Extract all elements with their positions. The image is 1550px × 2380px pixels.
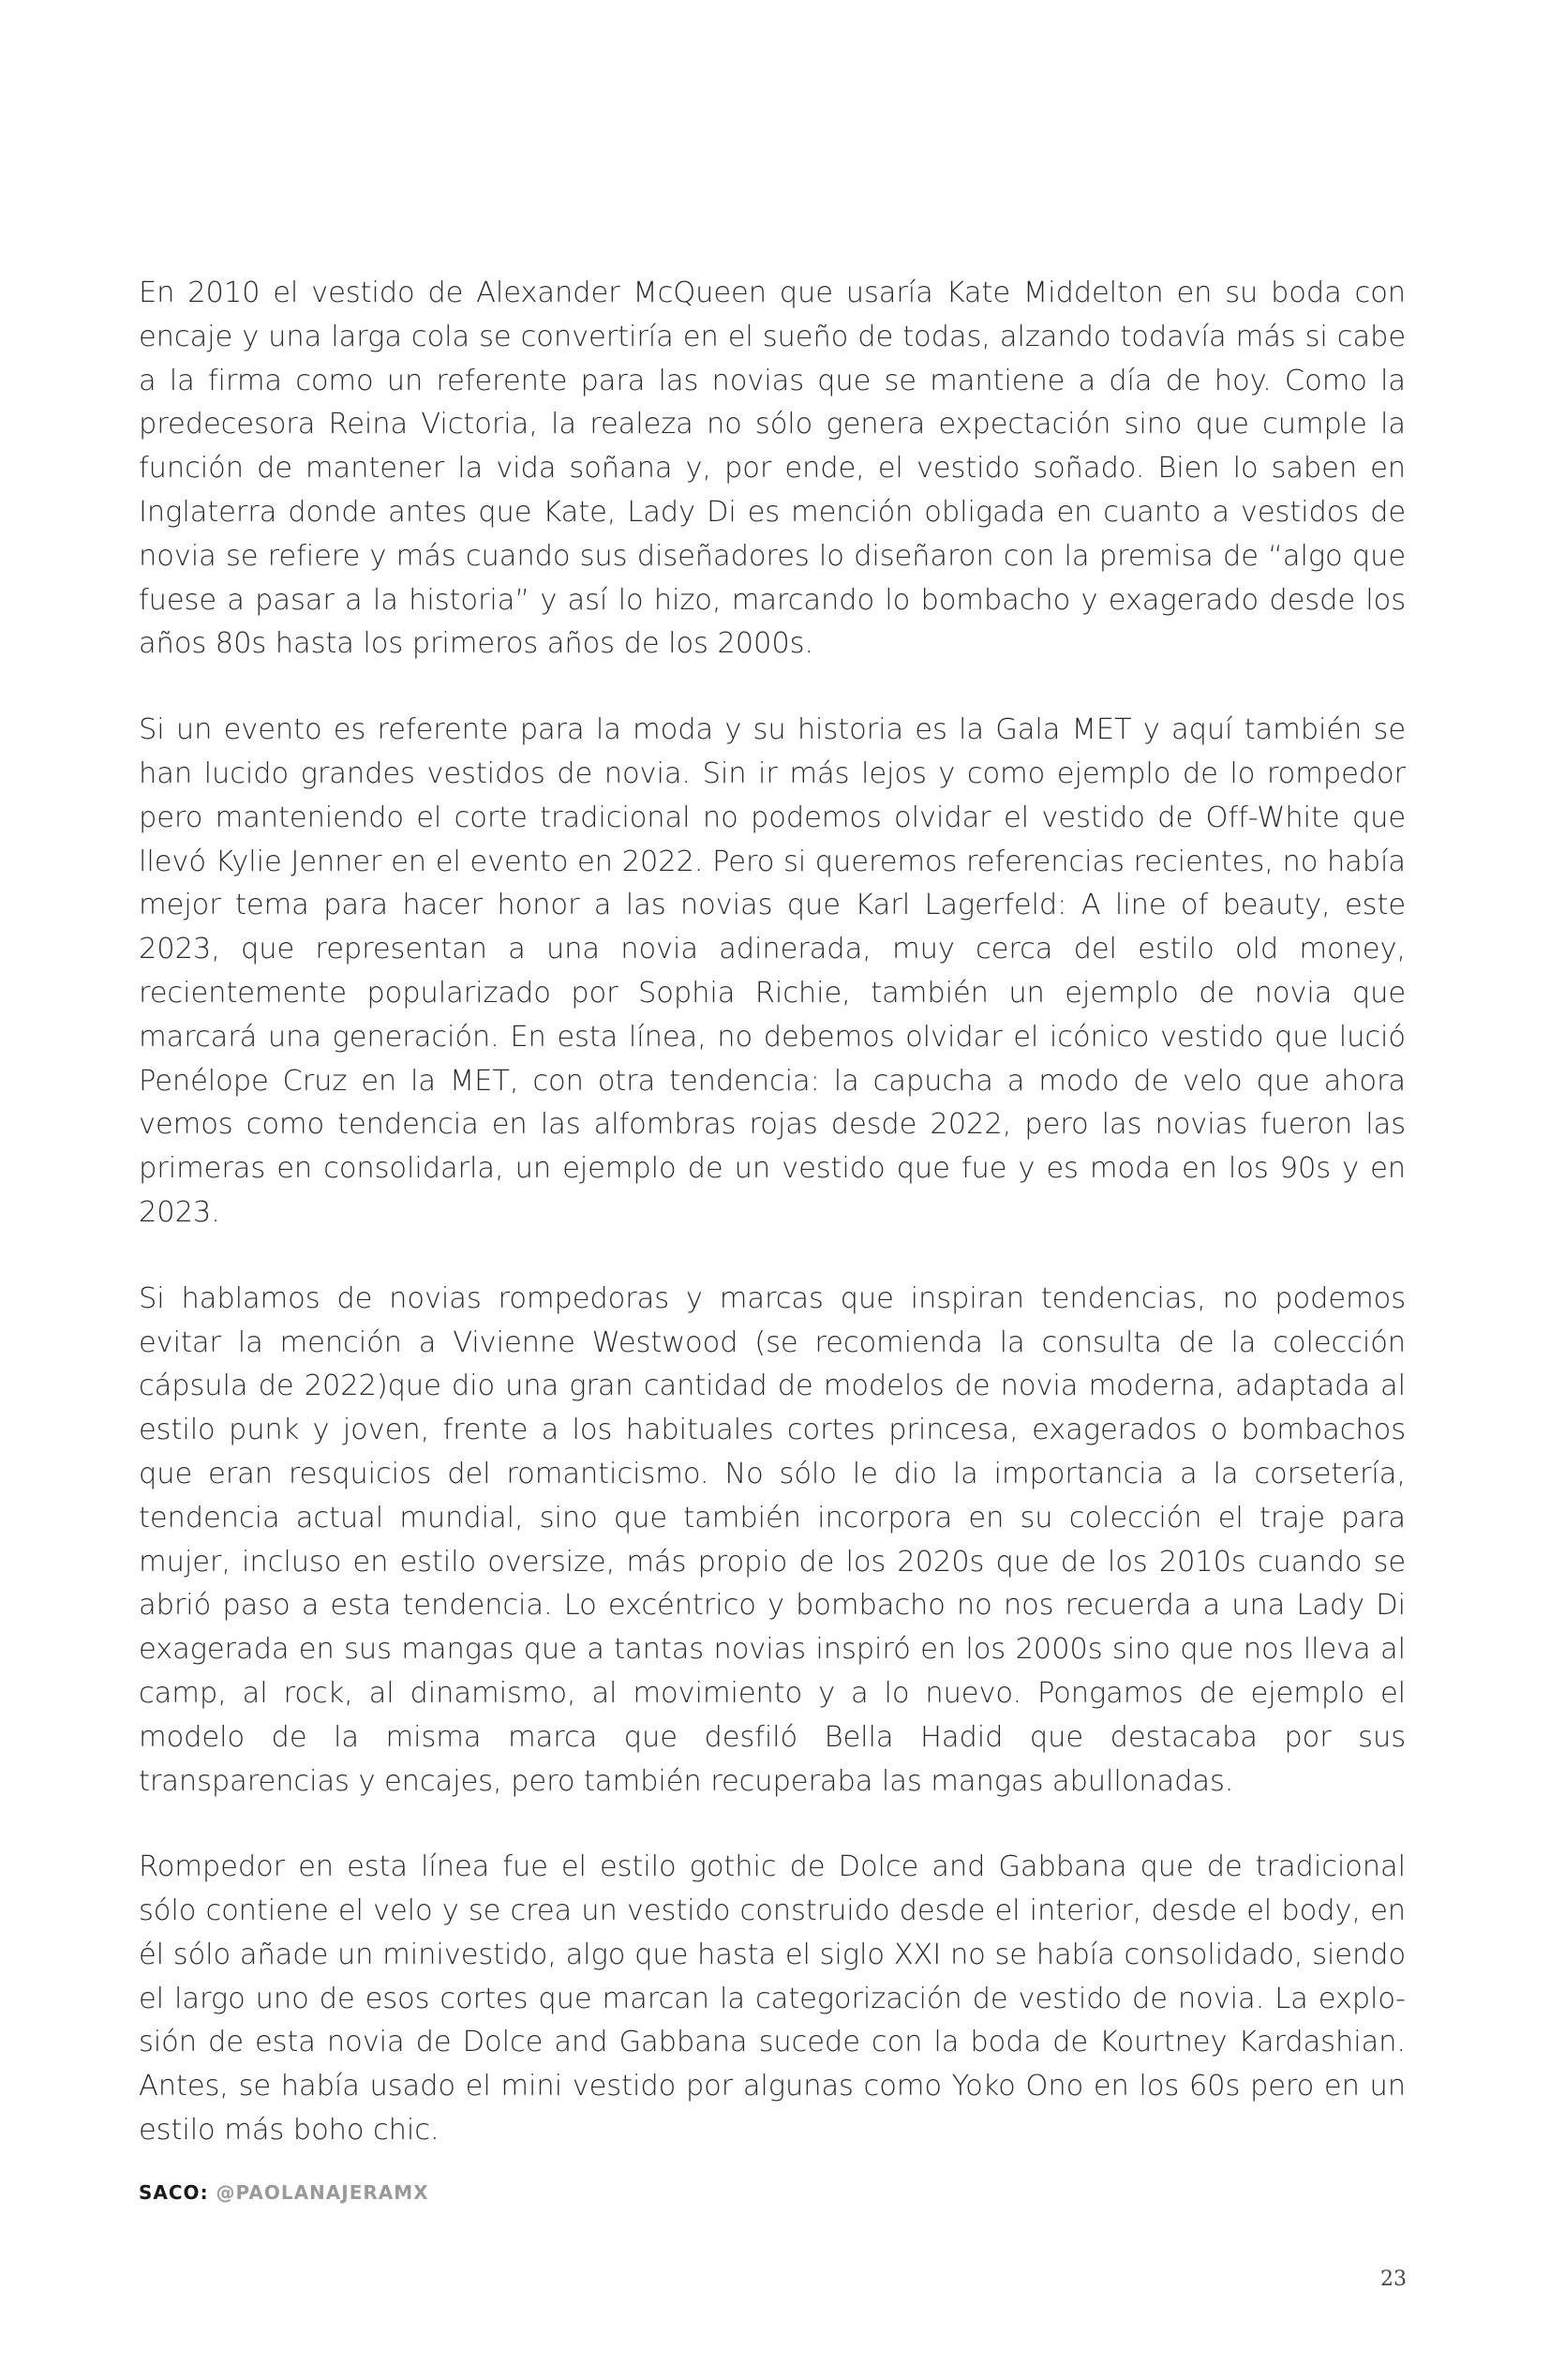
article-paragraph-2: Si un evento es referente para la moda y su historia es la Gala MET y aquí también se han lucido grandes vestidos de novia. Sin ir más lejos y como ejemplo de lo rompedor pero manteniendo el corte tradicional no podemos olvidar el vestido de Off-White que llevó Kylie Jenner en el evento en 2022. Pero si queremos referencias recientes, no había mejor tema para hacer honor a las novias que Karl Lagerfeld: A line of beauty, este 2023, que representan a una novia adinerada, muy cerca del estilo old money, recientemente popularizado por Sophia Richie, también un ejemplo de novia que marcará una generación. En esta línea, no debemos olvidar el icónico vestido que lució Penélope Cruz en la MET, con otra tendencia: la capucha a modo de velo que ahora vemos como tendencia en las alfombras rojas desde 2022, pero las novias fueron las primeras en consolidarla, un ejemplo de un vestido que fue y es moda en los 90s y en 2023.	[139, 713, 1406, 1229]
photo-credit	[139, 2181, 429, 2204]
article-body	[139, 272, 1406, 2195]
credit-handle: @PAOLANAJERAMX	[216, 2181, 429, 2204]
page-number: 23	[1380, 2268, 1407, 2291]
article-paragraph-3: Si hablamos de novias rompedoras y marcas que inspiran tendencias, no podemos evitar la mención a Vivienne Westwood (se recomienda la consulta de la colección cápsula de 2022)que dio una gran cantidad de modelos de novia moderna, adaptada al estilo punk y joven, frente a los habituales cortes princesa, exagerados o bombachos que eran resquicios del romanticismo. No sólo le dio la importancia a la corsetería, tendencia actual mundial, sino que también incorpora en su colección el traje para mujer, incluso en estilo oversize, más propio de los 2020s que de los 2010s cuando se abrió paso a esta tendencia. Lo excéntrico y bombacho no nos recuerda a una Lady Di exagerada en sus mangas que a tantas novias inspiró en los 2000s sino que nos lleva al camp, al rock, al dinamismo, al movimiento y a lo nuevo. Pongamos de ejemplo el modelo de la misma marca que desfiló Bella Hadid que destacaba por sus transparencias y encajes, pero también recuperaba las mangas abullonadas.	[139, 1281, 1406, 1798]
credit-label: SACO:	[139, 2181, 209, 2204]
article-paragraph-1: En 2010 el vestido de Alexander McQueen que usaría Kate Middelton en su boda con encaje y una larga cola se convertiría en el sueño de todas, alzando todavía más si cabe a la firma como un referente para las novias que se mantiene a día de hoy. Como la predecesora Reina Victoria, la realeza no sólo genera expectación sino que cumple la función de mantener la vida soñana y, por ende, el vestido soñado. Bien lo saben en Inglaterra donde antes que Kate, Lady Di es mención obligada en cuanto a vestidos de novia se refiere y más cuando sus diseñadores lo diseñaron con la premisa de “algo que fuese a pasar a la historia” y así lo hizo, marcando lo bombacho y exagerado desde los años 80s hasta los primeros años de los 2000s.	[139, 277, 1406, 661]
article-paragraph-4: Rompedor en esta línea fue el estilo gothic de Dolce and Gabbana que de tradicional sólo contiene el velo y se crea un vestido construido desde el interior, desde el body, en él sólo añade un minivestido, algo que hasta el siglo XXI no se había consolidado, siendo el largo uno de esos cortes que marcan la categorización de vestido de novia. La explosión de esta novia de Dolce and Gabbana sucede con la boda de Kourtney Kardashian. Antes, se había usado el mini vestido por algunas como Yoko Ono en los 60s pero en un estilo más boho chic.	[139, 1850, 1406, 2148]
